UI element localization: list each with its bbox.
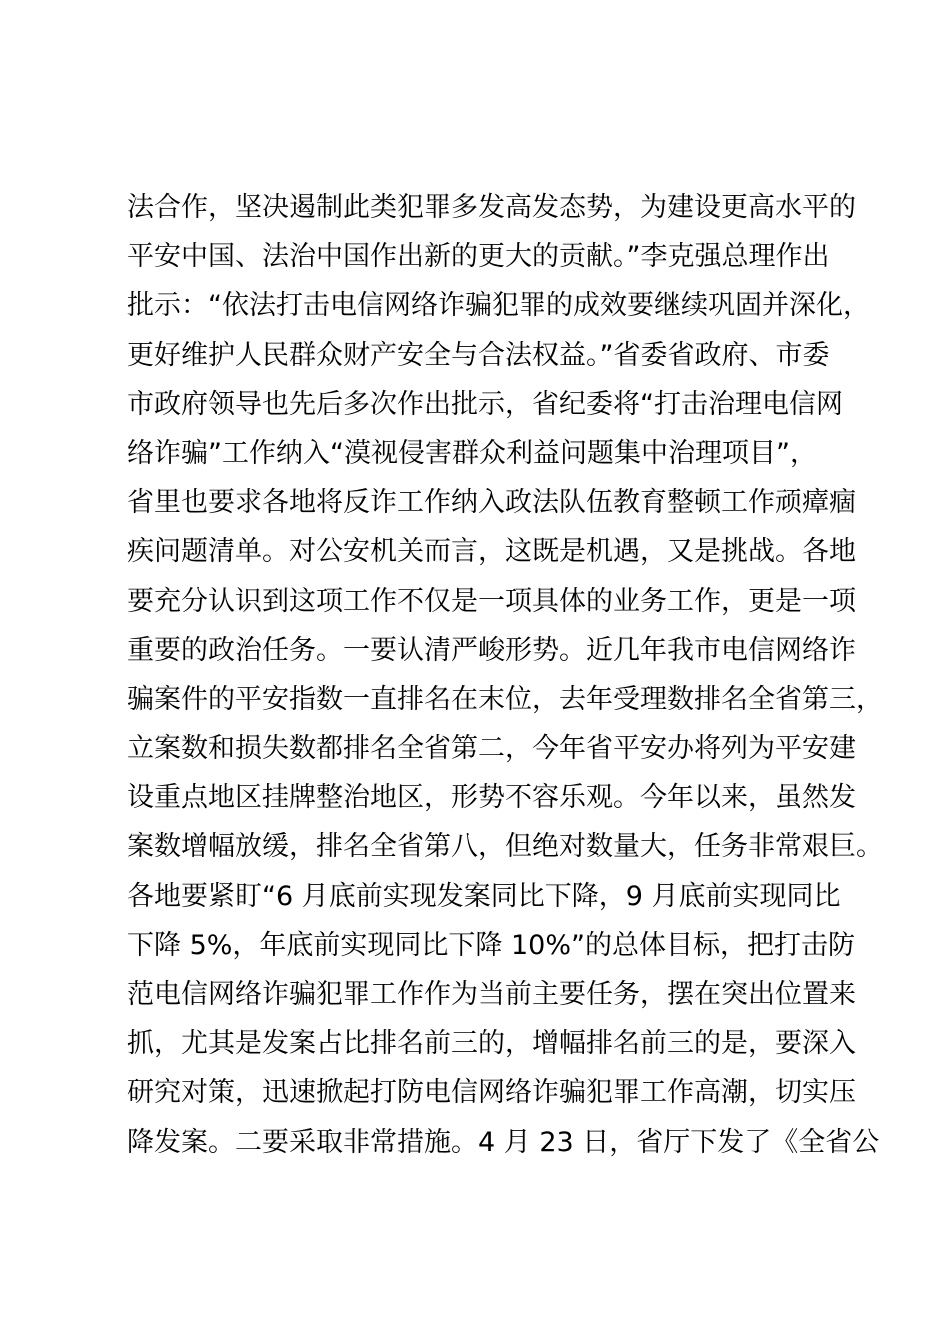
text-line: 降发案。二要采取非常措施。4 月 23 日，省厅下发了《全省公	[127, 1126, 880, 1158]
text-line: 骗案件的平安指数一直排名在末位，去年受理数排名全省第三，	[127, 683, 883, 715]
text-line: 案数增幅放缓，排名全省第八，但绝对数量大，任务非常艰巨。	[127, 831, 883, 863]
text-line: 省里也要求各地将反诈工作纳入政法队伍教育整顿工作顽瘴痼	[127, 487, 856, 519]
text-line: 范电信网络诈骗犯罪工作作为当前主要任务，摆在突出位置来	[127, 979, 856, 1010]
text-line: 要充分认识到这项工作不仅是一项具体的业务工作，更是一项	[127, 585, 856, 617]
text-line: 法合作，坚决遏制此类犯罪多发高发态势，为建设更高水平的	[127, 192, 856, 223]
text-line: 抓，尤其是发案占比排名前三的，增幅排名前三的是，要深入	[127, 1028, 856, 1060]
text-line: 更好维护人民群众财产安全与合法权益。”省委省政府、市委	[127, 339, 830, 371]
text-line: 各地要紧盯“6 月底前实现发案同比下降，9 月底前实现同比	[127, 880, 841, 912]
text-line: 平安中国、法治中国作出新的更大的贡献。”李克强总理作出	[127, 241, 830, 273]
body-text	[127, 183, 883, 1167]
text-line: 重要的政治任务。一要认清严峻形势。近几年我市电信网络诈	[127, 634, 856, 666]
text-line: 市政府领导也先后多次作出批示，省纪委将“打击治理电信网	[127, 388, 843, 420]
text-line: 研究对策，迅速掀起打防电信网络诈骗犯罪工作高潮，切实压	[127, 1077, 856, 1109]
text-line: 立案数和损失数都排名全省第二，今年省平安办将列为平安建	[127, 733, 856, 765]
text-line: 疾问题清单。对公安机关而言，这既是机遇，又是挑战。各地	[127, 536, 856, 568]
text-line: 络诈骗”工作纳入“漠视侵害群众利益问题集中治理项目”，	[127, 437, 817, 469]
text-line: 批示：“依法打击电信网络诈骗犯罪的成效要继续巩固并深化，	[127, 290, 870, 322]
text-line: 下降 5%，年底前实现同比下降 10%”的总体目标，把打击防	[127, 929, 855, 961]
text-line: 设重点地区挂牌整治地区，形势不容乐观。今年以来，虽然发	[127, 782, 856, 814]
